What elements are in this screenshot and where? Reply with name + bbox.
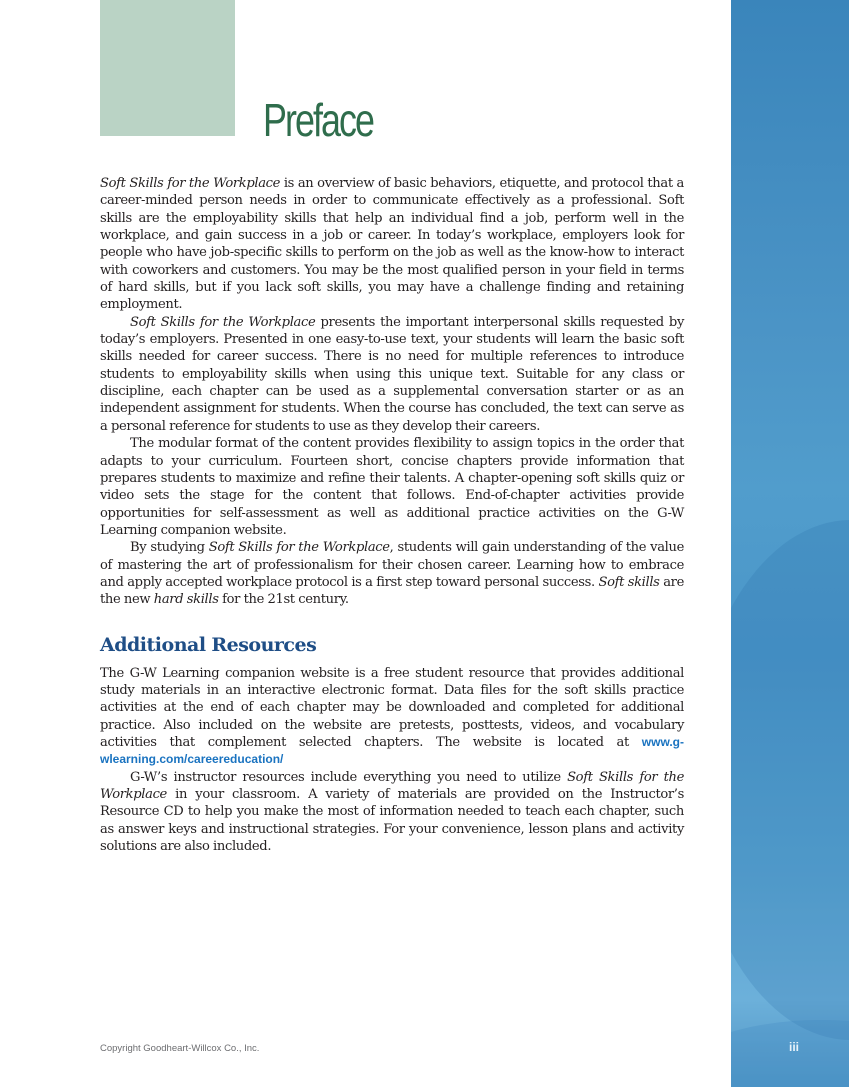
- page-body: [100, 175, 684, 855]
- book-title-italic: Soft Skills for the Workplace: [208, 540, 390, 556]
- paragraph-text: for the 21st century.: [218, 592, 349, 608]
- preface-paragraph-4: [100, 539, 684, 608]
- resources-paragraph-2: [100, 769, 684, 856]
- paragraph-text: The modular format of the content provides flexibility to assign topics in the order that adapts to your curriculum. Fourteen short, concise chapters provide information that prepares students to maximize and refine their talents. A chapter-opening soft skills quiz or video sets the stage for the content that follows. End-of-chapter activities provide opportunities for self-assessment as well as additional practice activities on the G-W Learning companion website.: [100, 436, 684, 538]
- sidebar-swoosh-shape: [731, 520, 849, 1040]
- paragraph-text: , students will gain understanding of the value of mastering the art of professionalism for their chosen career. Learning how to embrace and apply accepted workplace protocol is a first step toward personal success.: [100, 540, 684, 590]
- page-title: Preface: [263, 94, 374, 146]
- section-heading-additional-resources: Additional Resources: [100, 633, 317, 656]
- preface-paragraph-3: [100, 435, 684, 539]
- copyright-footer: Copyright Goodheart-Willcox Co., Inc.: [100, 1043, 260, 1054]
- companion-website-link[interactable]: www.g-wlearning.com/careereducation/: [100, 734, 684, 767]
- resources-paragraph-1: [100, 665, 684, 769]
- paragraph-text: G-W’s instructor resources include everything you need to utilize: [130, 769, 568, 785]
- emphasis-hard-skills: hard skills: [153, 592, 219, 608]
- paragraph-text: is an overview of basic behaviors, etiquette, and protocol that a career-minded person needs in order to communicate effectively as a professional. Soft skills are the employability skills that help an individual find a job, perform well in the workplace, and gain success in a job or career. In today’s workplace, employers look for people who have job-specific skills to perform on the job as well as the know-how to interact with coworkers and customers. You may be the most qualified person in your field in terms of hard skills, but if you lack soft skills, you may have a challenge finding and retaining employment.: [100, 176, 684, 313]
- emphasis-soft-skills: Soft skills: [598, 574, 660, 590]
- paragraph-text: in your classroom. A variety of materials are provided on the Instructor’s Resource CD to help you make the most of information needed to teach each chapter, such as answer keys and instructional strategies. For your convenience, lesson plans and activity solutions are also included.: [100, 787, 684, 855]
- preface-paragraph-2: [100, 314, 684, 435]
- page-number: iii: [788, 1040, 799, 1054]
- paragraph-text: The G-W Learning companion website is a free student resource that provides additional study materials in an interactive electronic format. Data files for the soft skills practice activities at the end of each chapter may be downloaded and completed for additional practice. Also included on the website are pretests, posttests, videos, and vocabulary activities that complement selected chapters. The website is located at: [100, 665, 684, 750]
- decorative-blue-sidebar: [731, 0, 849, 1087]
- book-title-italic: Soft Skills for the Workplace: [100, 176, 281, 191]
- decorative-green-block: [100, 0, 235, 136]
- book-title-italic: Soft Skills for the Workplace: [130, 314, 316, 330]
- paragraph-text: By studying: [130, 540, 209, 556]
- paragraph-text: presents the important interpersonal skills requested by today’s employers. Presented in one easy-to-use text, your students will learn the basic soft skills needed for career success. There is no need for multiple references to introduce students to employability skills when using this unique text. Suitable for any class or discipline, each chapter can be used as a supplemental conversation starter or as an independent assignment for students. When the course has concluded, the text can serve as a personal reference for students to use as they develop their careers.: [100, 314, 684, 434]
- paragraph-text: are the new: [100, 574, 684, 608]
- book-title-italic: Soft Skills for the Workplace: [100, 769, 684, 802]
- preface-paragraph-1: [100, 175, 684, 314]
